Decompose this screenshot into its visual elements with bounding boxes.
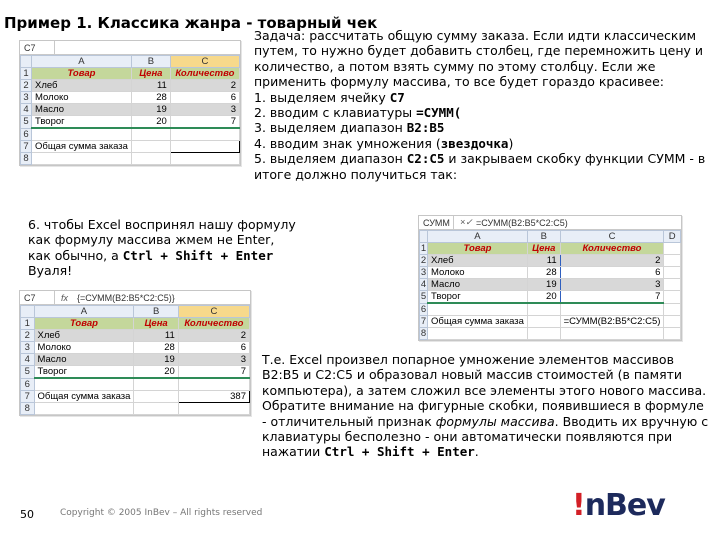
row-number: 6	[21, 378, 35, 391]
task-intro: Задача: рассчитать общую сумму заказа. Если идти классическим путем, то нужно будет добавить столбец, где перемножить цену и количество, а потом взять сумму по этому столбцу. Если же применить формулу массива, то все будет гораздо красивее:	[254, 28, 704, 90]
step6-keyword: Ctrl + Shift + Enter	[122, 247, 274, 263]
cell: 19	[134, 354, 178, 366]
row-number: 5	[420, 291, 427, 303]
cell: 3	[178, 354, 249, 366]
explanation-text	[262, 352, 710, 460]
table-row	[21, 104, 240, 116]
inbev-logo	[572, 488, 665, 523]
cell: Молоко	[31, 92, 131, 104]
cell: 28	[131, 92, 170, 104]
explanation-paragraph	[262, 398, 710, 460]
row-number: 5	[21, 366, 35, 379]
column-header: C	[170, 56, 239, 68]
cell	[134, 378, 178, 391]
table-row	[420, 255, 681, 267]
cell: 2	[560, 255, 664, 267]
cell: 11	[134, 330, 178, 342]
explanation-paragraph: Т.е. Excel произвел попарное умножение элементов массивов B2:B5 и C2:C5 и образовал новый массив стоимостей (в памяти компьютера), а затем сложил все элементы этого нового массива.	[262, 352, 707, 398]
logo-mark: !	[572, 488, 585, 523]
header-cell: Цена	[131, 68, 170, 80]
cell	[170, 153, 239, 165]
cell	[560, 328, 664, 340]
task-step	[254, 151, 712, 182]
row-number: 1	[21, 318, 35, 330]
cell	[664, 255, 681, 267]
cell: Творог	[34, 366, 134, 379]
cell	[131, 153, 170, 165]
header-cell: Товар	[31, 68, 131, 80]
name-box: C7	[20, 291, 55, 304]
cell: 19	[131, 104, 170, 116]
step-text: 4. вводим знак умножения (	[254, 135, 441, 151]
total-cell-selected	[170, 141, 239, 153]
step-keyword: =СУММ(	[416, 105, 462, 121]
column-header: A	[428, 231, 528, 243]
column-header: B	[131, 56, 170, 68]
column-header: B	[527, 231, 560, 243]
cell	[31, 153, 131, 165]
total-formula-cell: =СУММ(B2:B5*C2:C5)	[560, 316, 664, 328]
corner-cell	[21, 306, 35, 318]
row-number: 8	[21, 403, 35, 415]
cell	[664, 328, 681, 340]
cell	[527, 316, 560, 328]
cell: Творог	[31, 116, 131, 129]
cell	[131, 128, 170, 141]
table-row	[21, 403, 250, 415]
corner-cell	[420, 231, 428, 243]
logo-text: nBev	[584, 488, 665, 523]
total-label-cell: Общая сумма заказа	[34, 391, 134, 403]
cell	[527, 328, 560, 340]
cell	[31, 128, 131, 141]
explanation-span: . Вводить их вручную с клавиатуры бесполезно - они автоматически появляются при нажатии	[262, 413, 709, 460]
row-number: 3	[21, 92, 32, 104]
cell: Молоко	[34, 342, 134, 354]
table-header-row	[420, 243, 681, 255]
row-number: 3	[420, 267, 427, 278]
column-header: C	[178, 306, 249, 318]
header-cell: Цена	[527, 243, 560, 255]
cell: Масло	[31, 104, 131, 116]
row-number: 1	[21, 68, 32, 80]
cell: 19	[527, 279, 560, 291]
cell: Хлеб	[34, 330, 134, 342]
cell: 28	[134, 342, 178, 354]
table-row	[21, 116, 240, 129]
cell	[428, 303, 528, 316]
formula-bar	[20, 291, 250, 305]
formula-text: {=СУММ(B2:B5*C2:C5)}	[77, 292, 175, 303]
table-row	[21, 342, 250, 354]
step-text: 3. выделяем диапазон	[254, 120, 407, 136]
cell	[134, 403, 178, 415]
column-header: D	[664, 231, 681, 243]
row-number: 1	[420, 243, 427, 254]
header-cell: Количество	[560, 243, 664, 255]
cell: Творог	[428, 291, 528, 304]
cell	[664, 291, 681, 304]
cell	[527, 303, 560, 316]
cell: 7	[178, 366, 249, 379]
header-cell: Товар	[34, 318, 134, 330]
task-step	[254, 105, 712, 120]
table-row	[21, 330, 250, 342]
explanation-emphasis: формулы массива	[435, 413, 555, 429]
step-text: 1. выделяем ячейку	[254, 89, 390, 105]
row-number: 4	[21, 354, 35, 366]
formula-text: =СУММ(B2:B5*C2:C5)	[476, 217, 568, 228]
cell: 20	[527, 291, 560, 304]
task-step	[254, 120, 712, 135]
cell	[178, 378, 249, 391]
table-row	[21, 128, 240, 141]
page-number: 50	[20, 508, 34, 521]
table-row	[21, 80, 240, 92]
table-row	[420, 291, 681, 304]
cell: 3	[560, 279, 664, 291]
cell: 7	[170, 116, 239, 129]
cell: 6	[178, 342, 249, 354]
step-text-after: и закрываем скобку функции СУММ - в итоге должно получиться так:	[254, 151, 706, 182]
name-box: СУММ	[419, 216, 454, 229]
copyright-text: Copyright © 2005 InBev – All rights reserved	[60, 508, 263, 518]
cell	[170, 128, 239, 141]
cell: 6	[170, 92, 239, 104]
column-header: A	[31, 56, 131, 68]
column-header-row	[420, 231, 681, 243]
header-cell: Товар	[428, 243, 528, 255]
step-keyword: B2:B5	[406, 120, 445, 136]
row-number: 8	[420, 328, 427, 339]
explanation-keyword: Ctrl + Shift + Enter	[324, 444, 475, 460]
row-number: 6	[21, 128, 32, 141]
row-number: 4	[21, 104, 32, 116]
cell	[560, 303, 664, 316]
cell	[34, 403, 134, 415]
cell	[34, 378, 134, 391]
task-step	[254, 90, 712, 105]
table-row	[21, 92, 240, 104]
column-header: A	[34, 306, 134, 318]
step-text: 2. вводим с клавиатуры	[254, 105, 417, 121]
table-header-row	[21, 68, 240, 80]
corner-cell	[21, 56, 32, 68]
column-header: B	[134, 306, 178, 318]
row-number: 7	[420, 316, 427, 327]
excel-screenshot-result	[19, 290, 251, 416]
table-row	[420, 267, 681, 279]
table-row	[21, 141, 240, 153]
formula-bar	[419, 216, 681, 230]
cell	[428, 328, 528, 340]
cell: Хлеб	[428, 255, 528, 267]
cell	[664, 303, 681, 316]
step-text-after: )	[508, 135, 514, 151]
column-header-row	[21, 306, 250, 318]
row-number: 3	[21, 342, 35, 354]
row-number: 6	[420, 303, 427, 315]
sheet-grid	[20, 305, 250, 415]
cell: 6	[560, 267, 664, 279]
cell: 2	[170, 80, 239, 92]
cell: Хлеб	[31, 80, 131, 92]
cell	[131, 141, 170, 153]
explanation-span: Обратите внимание на фигурные скобки, появившиеся в формуле - отличительный признак	[262, 398, 704, 429]
row-number: 5	[21, 116, 32, 129]
row-number: 2	[420, 255, 427, 266]
cell: 28	[527, 267, 560, 279]
cell: 20	[134, 366, 178, 379]
table-row	[420, 328, 681, 340]
cell	[178, 403, 249, 415]
fx-icon: ×✓	[460, 217, 473, 227]
excel-screenshot-initial	[19, 40, 241, 166]
cell: Молоко	[428, 267, 528, 279]
cell: 11	[527, 255, 560, 267]
step6-text	[28, 217, 300, 279]
row-number: 7	[21, 141, 32, 153]
cell: Масло	[428, 279, 528, 291]
row-number: 7	[21, 391, 35, 403]
cell	[664, 279, 681, 291]
row-number: 4	[420, 279, 427, 290]
column-header-row	[21, 56, 240, 68]
formula-bar	[20, 41, 240, 55]
table-header-row	[21, 318, 250, 330]
explanation-span: .	[474, 444, 479, 460]
header-cell: Цена	[134, 318, 178, 330]
table-row	[21, 378, 250, 391]
task-text	[254, 28, 712, 182]
step6-voila: Вуаля!	[28, 263, 73, 279]
cell: 2	[178, 330, 249, 342]
column-header: C	[560, 231, 664, 243]
total-label-cell: Общая сумма заказа	[31, 141, 131, 153]
cell	[664, 243, 681, 255]
table-row	[420, 316, 681, 328]
sheet-grid	[20, 55, 240, 165]
step-keyword: C7	[389, 89, 405, 105]
excel-screenshot-formula-entry	[418, 215, 682, 341]
row-number: 2	[21, 330, 35, 342]
table-row	[420, 303, 681, 316]
total-label-cell: Общая сумма заказа	[428, 316, 528, 328]
table-row	[21, 391, 250, 403]
cell	[664, 316, 681, 328]
name-box: C7	[20, 41, 55, 54]
cell: 7	[560, 291, 664, 304]
cell: 3	[170, 104, 239, 116]
table-row	[420, 279, 681, 291]
cell: 20	[131, 116, 170, 129]
table-row	[21, 354, 250, 366]
step-keyword: C2:C5	[406, 151, 445, 167]
task-step	[254, 136, 712, 151]
header-cell: Количество	[178, 318, 249, 330]
cell: 11	[131, 80, 170, 92]
header-cell: Количество	[170, 68, 239, 80]
row-number: 2	[21, 80, 32, 92]
cell: Масло	[34, 354, 134, 366]
cell	[134, 391, 178, 403]
fx-icon: fx	[61, 292, 69, 303]
row-number: 8	[21, 153, 32, 165]
step-keyword: звездочка	[440, 135, 509, 151]
cell	[664, 267, 681, 279]
page-title: Пример 1. Классика жанра - товарный чек	[4, 14, 378, 32]
total-result-cell: 387	[178, 391, 249, 403]
sheet-grid	[419, 230, 681, 340]
table-row	[21, 366, 250, 379]
table-row	[21, 153, 240, 165]
step6-body: 6. чтобы Excel воспринял нашу формулу как формулу массива жмем не Enter, как обычно, а	[28, 217, 296, 263]
step-text: 5. выделяем диапазон	[254, 151, 407, 167]
